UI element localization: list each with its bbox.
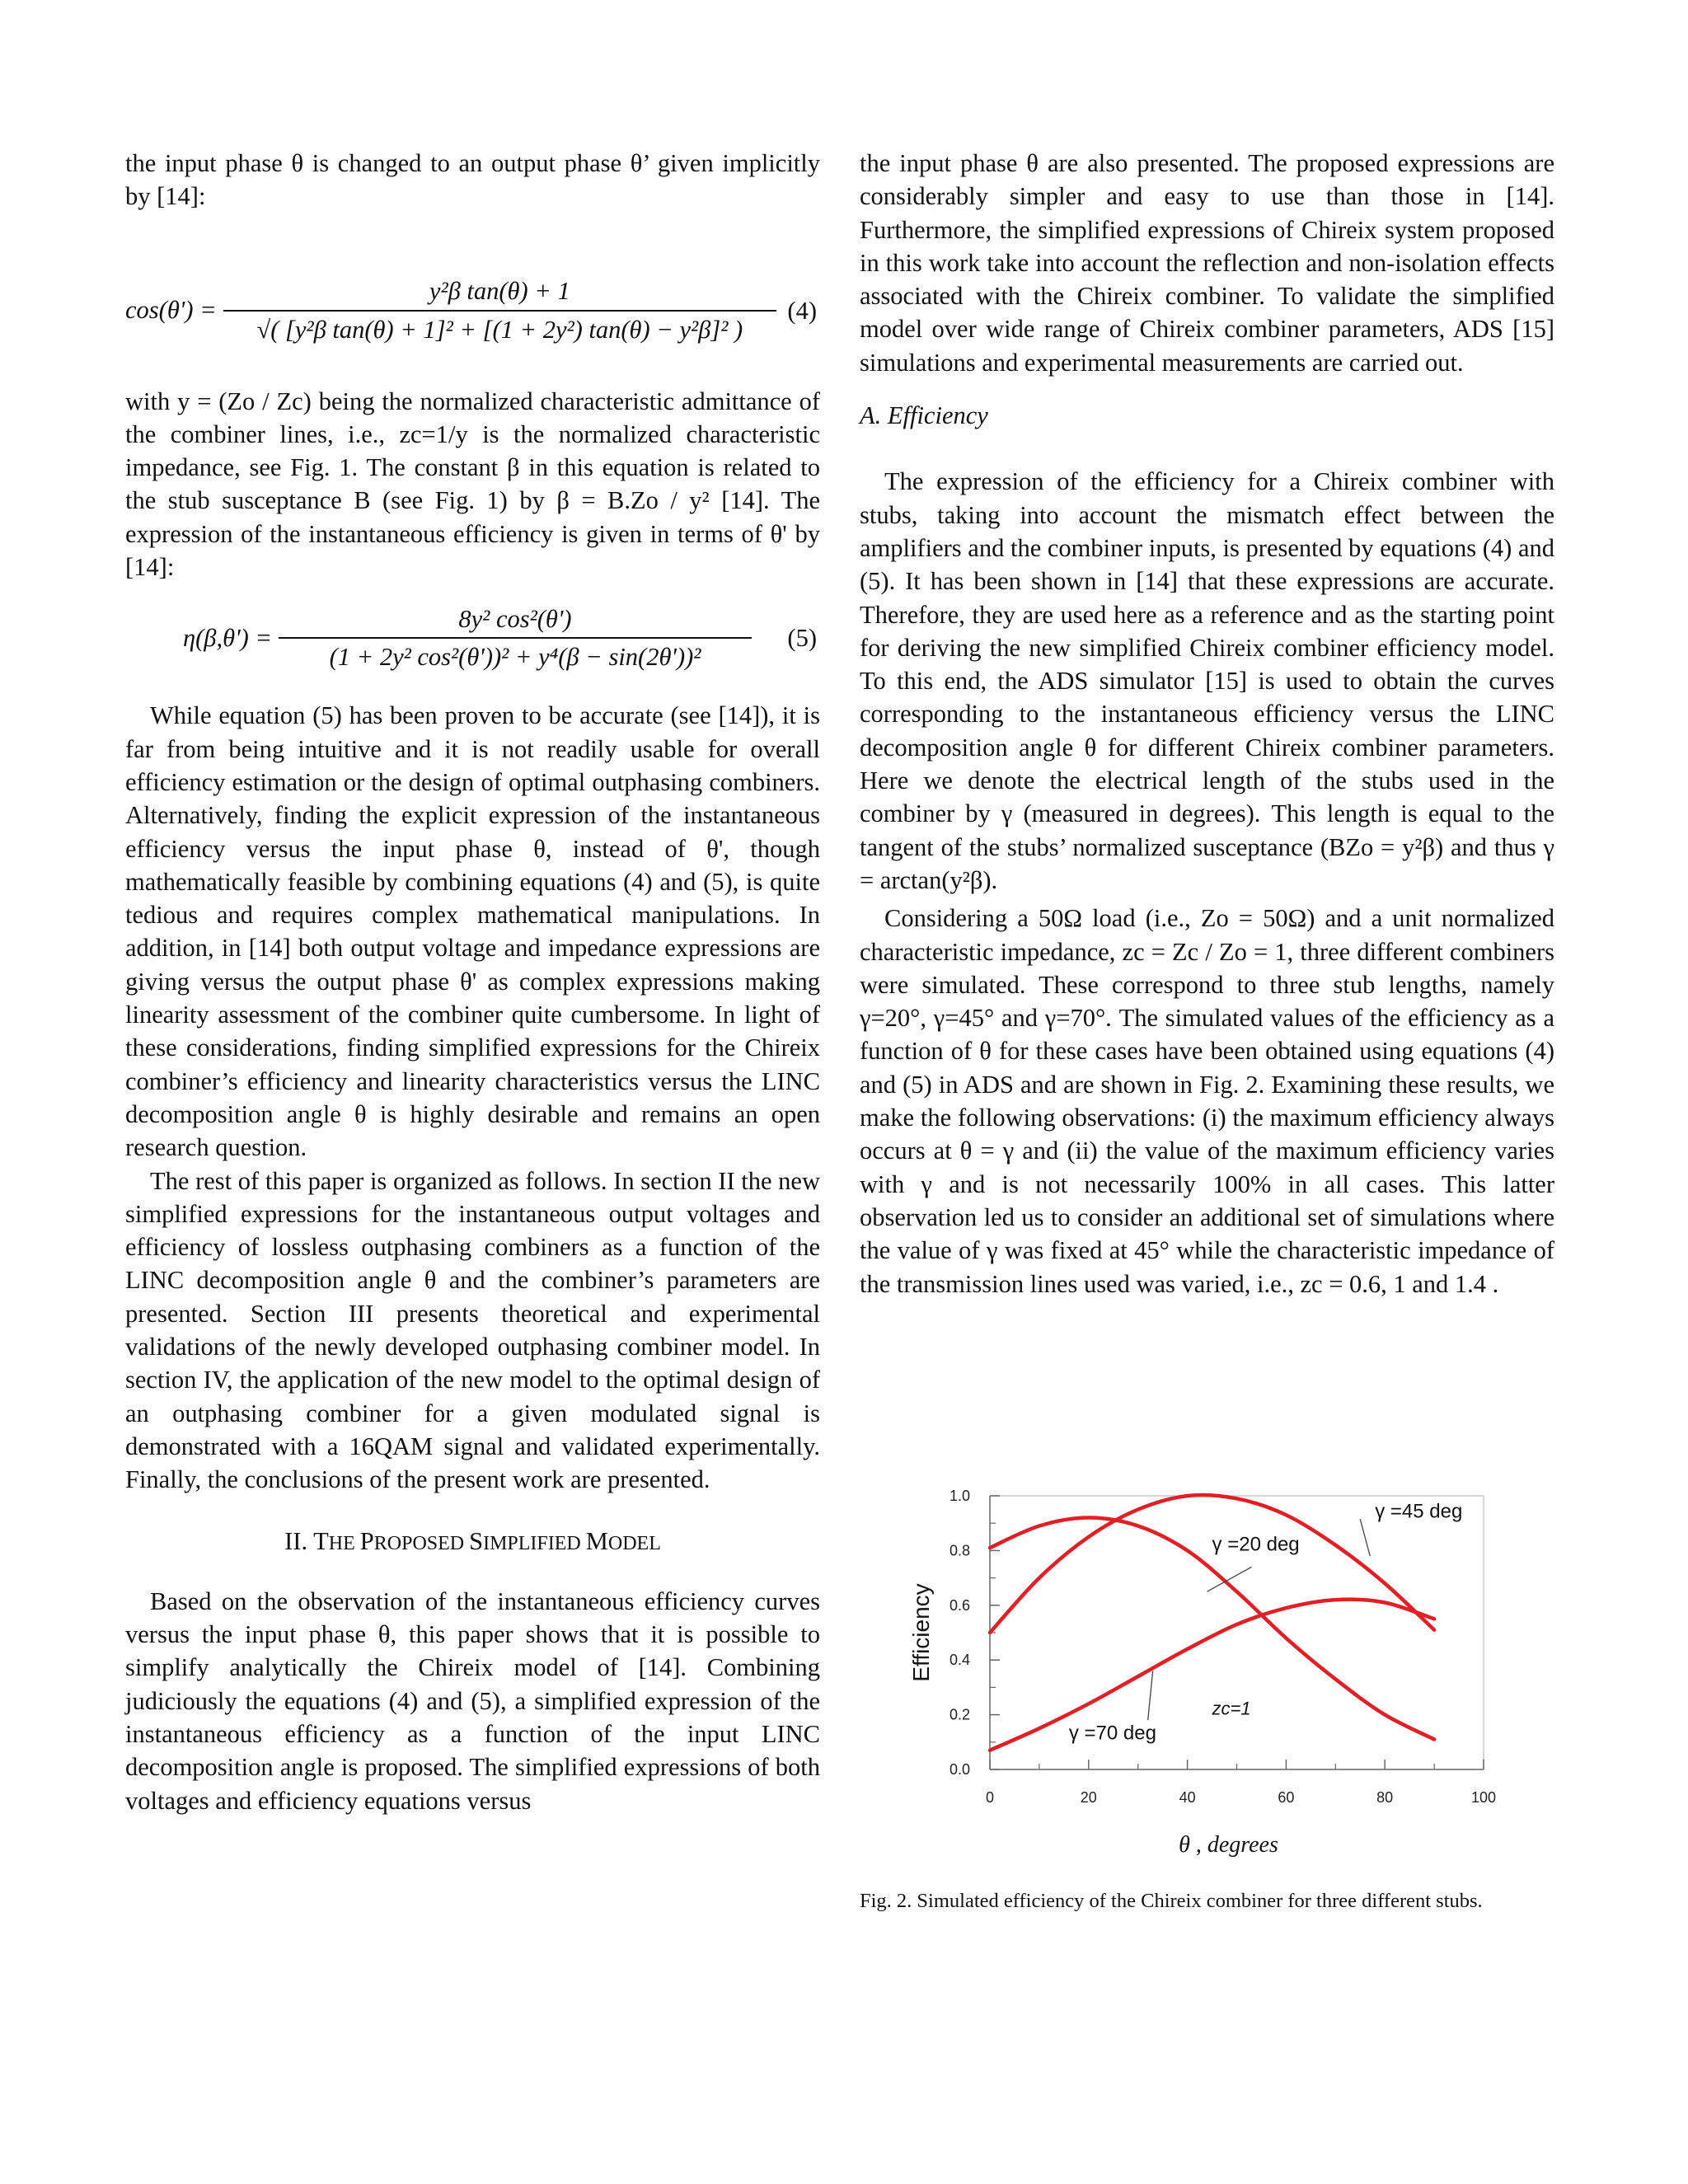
- paragraph: The rest of this paper is organized as follows. In section II the new simplified expressions for the instantaneous output voltages and efficiency of lossless outphasing combiners as a function of the LINC decomposition angle θ and the combiner’s parameters are presented. Section III presents theoretical and experimental validations of the newly developed outphasing combiner model. In section IV, the application of the new model to the optimal design of an outphasing combiner for a given modulated signal is demonstrated with a 16QAM signal and validated experimentally. Finally, the conclusions of the present work are presented.: [125, 1166, 820, 1494]
- paragraph: the input phase θ are also presented. The proposed expressions are considerably simpler and easy to use than those in [14]. Furthermore, the simplified expressions of Chireix system proposed in this work take into account the reflection and non-isolation effects associated with the Chireix combiner. To validate the simplified model over wide range of Chireix combiner parameters, ADS [15] simulations and experimental measurements are carried out.: [860, 149, 1554, 377]
- paragraph: Based on the observation of the instantaneous efficiency curves versus the input phase θ, this paper shows that it is possible to simplify analytically the Chireix model of [14]. Combining judiciously the equations (4) and (5), a simplified expression of the instantaneous efficiency as a function of the input LINC decomposition angle is proposed. The simplified expressions of both voltages and efficiency equations versus: [125, 1586, 820, 1815]
- equation-numerator: 8y² cos²(θ'): [279, 602, 752, 639]
- y-tick-label: 0.4: [949, 1652, 970, 1669]
- y-tick-label: 0.2: [949, 1706, 970, 1723]
- equation-5: [125, 588, 820, 687]
- x-tick-label: 40: [1179, 1789, 1196, 1806]
- subsection-heading: A. Efficiency: [860, 401, 988, 430]
- equation-lhs: η(β,θ') =: [183, 624, 272, 653]
- paragraph: While equation (5) has been proven to be accurate (see [14]), it is far from being intuitive and it is not readily usable for overall efficiency estimation or the design of optimal outphasing combiners. Alternatively, finding the explicit expression of the instantaneous efficiency versus the input phase θ, instead of θ', though mathematically feasible by combining equations (4) and (5), is quite tedious and requires complex mathematical manipulations. In addition, in [14] both output voltage and impedance expressions are giving versus the output phase θ' as complex expressions making linearity assessment of the combiner quite cumbersome. In light of these considerations, finding simplified expressions for the Chireix combiner’s efficiency and linearity characteristics versus the LINC decomposition angle θ is highly desirable and remains an open research question.: [125, 701, 820, 1162]
- section-heading: II. THE PROPOSED SIMPLIFIED MODEL: [284, 1526, 661, 1555]
- left-column: [125, 147, 820, 1817]
- x-tick-label: 100: [1470, 1789, 1497, 1806]
- equation-denominator: (1 + 2y² cos²(θ'))² + y⁴(β − sin(2θ'))²: [329, 643, 701, 672]
- right-column: [860, 147, 1554, 1301]
- x-tick-label: 80: [1376, 1789, 1394, 1806]
- equation-number: (4): [787, 296, 817, 325]
- efficiency-chart: [860, 1488, 1554, 1883]
- paragraph: the input phase θ is changed to an output phase θ’ given implicitly by [14]:: [125, 149, 820, 211]
- leader-line: [1148, 1671, 1153, 1720]
- y-tick-label: 0.8: [949, 1542, 970, 1559]
- figure-caption: Fig. 2. Simulated efficiency of the Chireix combiner for three different stubs.: [860, 1890, 1483, 1912]
- y-tick-label: 1.0: [949, 1488, 970, 1504]
- x-tick-label: 0: [985, 1789, 995, 1806]
- series-line-2: [990, 1600, 1434, 1750]
- x-tick-label: 20: [1080, 1789, 1097, 1806]
- equation-lhs: cos(θ') =: [125, 296, 217, 325]
- y-axis-label: Efficiency: [908, 1583, 934, 1682]
- x-axis-label: θ , degrees: [1179, 1832, 1278, 1858]
- series-label: γ =45 deg: [1375, 1500, 1463, 1523]
- paragraph: with y = (Zo / Zc) being the normalized characteristic admittance of the combiner lines, i.e., zc=1/y is the normalized characteristic impedance, see Fig. 1. The constant β in this equation is related to the stub susceptance B (see Fig. 1) by β = B.Zo / y² [14]. The expression of the instantaneous efficiency is given in terms of θ' by [14]:: [125, 387, 820, 582]
- figure-2: [860, 1488, 1554, 1883]
- series-label: γ =20 deg: [1212, 1533, 1300, 1556]
- y-tick-label: 0.0: [949, 1761, 970, 1778]
- chart-annotation: zc=1: [1212, 1698, 1251, 1719]
- x-tick-label: 60: [1278, 1789, 1295, 1806]
- series-label: γ =70 deg: [1068, 1722, 1156, 1745]
- series-line-1: [990, 1495, 1434, 1633]
- leader-line: [1360, 1519, 1370, 1556]
- equation-number: (5): [787, 624, 817, 653]
- paragraph: Considering a 50Ω load (i.e., Zo = 50Ω) and a unit normalized characteristic impedance, zc = Zc / Zo = 1, three different combiners were simulated. These correspond to three stub lengths, namely γ=20°, γ=45° and γ=70°. The simulated values of the efficiency as a function of θ for these cases have been obtained using equations (4) and (5) in ADS and are shown in Fig. 2. Examining these results, we make the following observations: (i) the maximum efficiency always occurs at θ = γ and (ii) the value of the maximum efficiency varies with γ and is not necessarily 100% in all cases. This latter observation led us to consider an additional set of simulations where the value of γ was fixed at 45° while the characteristic impedance of the transmission lines used was varied, i.e., zc = 0.6, 1 and 1.4 .: [860, 904, 1554, 1298]
- equation-numerator: y²β tan(θ) + 1: [223, 274, 776, 311]
- equation-4: [125, 253, 820, 368]
- y-tick-label: 0.6: [949, 1596, 970, 1614]
- equation-denominator: √( [y²β tan(θ) + 1]² + [(1 + 2y²) tan(θ) − y²β]² ): [256, 315, 743, 344]
- paragraph: The expression of the efficiency for a Chireix combiner with stubs, taking into account the mismatch effect between the amplifiers and the combiner inputs, is presented by equations (4) and (5). It has been shown in [14] that these expressions are accurate. Therefore, they are used here as a reference and as the starting point for deriving the new simplified Chireix combiner efficiency model. To this end, the ADS simulator [15] is used to obtain the curves corresponding to the instantaneous efficiency versus the LINC decomposition angle θ for different Chireix combiner parameters. Here we denote the electrical length of the stubs used in the combiner by γ (measured in degrees). This length is equal to the tangent of the stubs’ normalized susceptance (BZo = y²β) and thus γ = arctan(y²β).: [860, 467, 1554, 894]
